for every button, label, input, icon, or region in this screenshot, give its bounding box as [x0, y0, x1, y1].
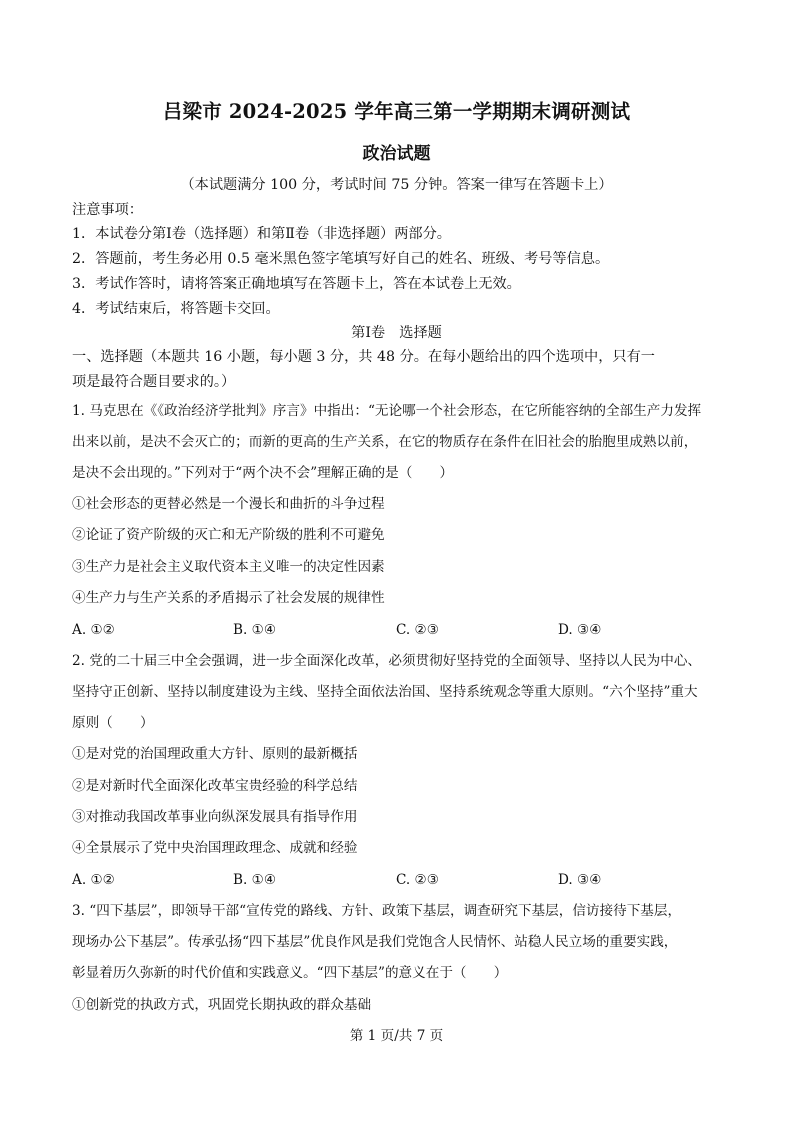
question-2-stem: 2. 党的二十届三中全会强调，进一步全面深化改革，必须贯彻好坚持党的全面领导、坚持以人民为中心、	[72, 653, 702, 669]
section-heading: 第Ⅰ卷 选择题	[351, 325, 442, 341]
question-2-option-a: A. ①②	[72, 872, 115, 888]
question-3-stem: 3. “四下基层”，即领导干部“宣传党的路线、方针、政策下基层，调查研究下基层，信访接待下基层，	[72, 903, 682, 919]
section-instruction: 一、选择题（本题共 16 小题，每小题 3 分，共 48 分。在每小题给出的四个选项中，只有一	[72, 349, 655, 365]
question-1-stem: 是决不会出现的。”下列对于“两个决不会”理解正确的是（ ）	[72, 465, 454, 481]
question-1-option-d: D. ③④	[558, 622, 602, 638]
notice-item: 2．答题前，考生务必用 0.5 毫米黑色签字笔填写好自己的姓名、班级、考号等信息。	[72, 251, 610, 267]
question-1-stem: 1. 马克思在《《政治经济学批判》序言》中指出：“无论哪一个社会形态，在它所能容纳的全部生产力发挥	[72, 403, 702, 419]
question-2-statement: ①是对党的治国理政重大方针、原则的最新概括	[72, 746, 358, 762]
notice-heading: 注意事项：	[72, 202, 143, 218]
question-1-option-b: B. ①④	[233, 622, 277, 638]
exam-info: （本试题满分 100 分，考试时间 75 分钟。答案一律写在答题卡上）	[180, 177, 613, 193]
question-1-statement: ②论证了资产阶级的灭亡和无产阶级的胜利不可避免	[72, 527, 385, 543]
question-1-stem: 出来以前，是决不会灭亡的；而新的更高的生产关系，在它的物质存在条件在旧社会的胎胞里成熟以前，	[72, 434, 698, 450]
question-1-option-a: A. ①②	[72, 622, 115, 638]
question-1-statement: ③生产力是社会主义取代资本主义唯一的决定性因素	[72, 559, 385, 575]
notice-item: 1．本试卷分第Ⅰ卷（选择题）和第Ⅱ卷（非选择题）两部分。	[72, 226, 451, 242]
question-1-statement: ①社会形态的更替必然是一个漫长和曲折的斗争过程	[72, 496, 385, 512]
exam-subtitle: 政治试题	[362, 144, 431, 164]
page-footer: 第 1 页/共 7 页	[349, 1028, 444, 1044]
notice-item: 4．考试结束后，将答题卡交回。	[72, 301, 280, 317]
question-3-stem: 现场办公下基层”。传承弘扬“四下基层”优良作风是我们党饱含人民情怀、站稳人民立场的重要实践，	[72, 934, 678, 950]
question-2-statement: ②是对新时代全面深化改革宝贵经验的科学总结	[72, 778, 358, 794]
question-2-stem: 坚持守正创新、坚持以制度建设为主线、坚持全面依法治国、坚持系统观念等重大原则。“六个坚持”重大	[72, 684, 698, 700]
question-2-option-c: C. ②③	[396, 872, 439, 888]
question-1-option-c: C. ②③	[396, 622, 439, 638]
question-1-statement: ④生产力与生产关系的矛盾揭示了社会发展的规律性	[72, 590, 385, 606]
question-3-statement: ①创新党的执政方式，巩固党长期执政的群众基础	[72, 997, 372, 1013]
question-2-option-d: D. ③④	[558, 872, 602, 888]
question-3-stem: 彰显着历久弥新的时代价值和实践意义。“四下基层”的意义在于（ ）	[72, 965, 508, 981]
exam-title: 吕梁市 2024-2025 学年高三第一学期期末调研测试	[162, 100, 631, 123]
question-2-stem: 原则（ ）	[72, 715, 154, 731]
notice-item: 3．考试作答时，请将答案正确地填写在答题卡上，答在本试卷上无效。	[72, 276, 521, 292]
section-instruction: 项是最符合题目要求的。）	[72, 374, 236, 390]
question-2-option-b: B. ①④	[233, 872, 277, 888]
question-2-statement: ④全景展示了党中央治国理政理念、成就和经验	[72, 840, 358, 856]
question-2-statement: ③对推动我国改革事业向纵深发展具有指导作用	[72, 809, 358, 825]
